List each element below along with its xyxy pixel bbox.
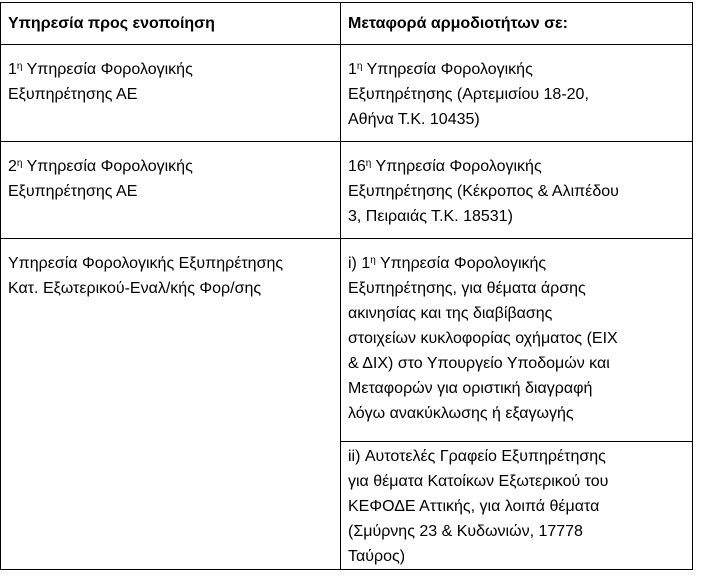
row3-target-item-ii bbox=[341, 442, 693, 570]
item-ii-line5: Ταύρος) bbox=[348, 548, 406, 565]
item-i-line4: στοιχείων κυκλοφορίας οχήματος (ΕΙΧ bbox=[348, 330, 618, 347]
service-merge-table bbox=[0, 2, 693, 570]
header-transfer-to: Μεταφορά αρμοδιοτήτων σε: bbox=[341, 3, 693, 45]
row2-right-number: 16 bbox=[348, 158, 366, 175]
item-ii-line4: (Σμύρνης 23 & Κυδωνιών, 17778 bbox=[348, 523, 583, 540]
item-i-line5: & ΔΙΧ) στο Υπουργείο Υποδομών και bbox=[348, 355, 610, 372]
item-ii-line2: για θέματα Κατοίκων Εξωτερικού του bbox=[348, 473, 609, 490]
row1-right-ordinal: η bbox=[356, 61, 363, 72]
item-i-prefix: i) bbox=[348, 255, 362, 272]
row2-left-ordinal: η bbox=[16, 158, 23, 169]
row1-right-number: 1 bbox=[348, 61, 357, 78]
item-i-line2: Εξυπηρέτησης, για θέματα άρσης bbox=[348, 280, 586, 297]
item-ii-line3: ΚΕΦΟΔΕ Αττικής, για λοιπά θέματα bbox=[348, 498, 600, 515]
row2-right-line1: Υπηρεσία Φορολογικής bbox=[371, 158, 542, 175]
item-i-line7: λόγω ανακύκλωσης ή εξαγωγής bbox=[348, 405, 574, 422]
table-row bbox=[1, 45, 693, 142]
row1-target-service bbox=[341, 45, 693, 142]
item-ii-line1: ii) Αυτοτελές Γραφείο Εξυπηρέτησης bbox=[348, 448, 606, 465]
row1-left-ordinal: η bbox=[16, 61, 23, 72]
table-row bbox=[1, 239, 693, 442]
item-i-line3: ακινησίας και της διαβίβασης bbox=[348, 305, 553, 322]
row2-right-ordinal: η bbox=[365, 158, 372, 169]
row3-left-line2: Κατ. Εξωτερικού-Εναλ/κής Φορ/σης bbox=[8, 280, 262, 297]
row3-source-service bbox=[1, 239, 341, 570]
item-i-number: 1 bbox=[361, 255, 371, 272]
row1-left-line2: Εξυπηρέτησης ΑΕ bbox=[8, 86, 138, 103]
row1-source-service bbox=[1, 45, 341, 142]
row2-right-line2: Εξυπηρέτησης (Κέκροπος & Αλιπέδου bbox=[348, 183, 619, 200]
item-i-line1: Υπηρεσία Φορολογικής bbox=[375, 255, 547, 272]
row2-source-service bbox=[1, 142, 341, 239]
row1-right-line3: Αθήνα Τ.Κ. 10435) bbox=[348, 111, 480, 128]
row2-left-number: 2 bbox=[8, 158, 17, 175]
row3-left-line1: Υπηρεσία Φορολογικής Εξυπηρέτησης bbox=[8, 255, 284, 272]
row2-right-line3: 3, Πειραιάς Τ.Κ. 18531) bbox=[348, 208, 513, 225]
row1-left-line1: Υπηρεσία Φορολογικής bbox=[22, 61, 193, 78]
item-i-line6: Μεταφορών για οριστική διαγραφή bbox=[348, 380, 593, 397]
row2-left-line2: Εξυπηρέτησης ΑΕ bbox=[8, 183, 138, 200]
row2-left-line1: Υπηρεσία Φορολογικής bbox=[22, 158, 193, 175]
table-header-row bbox=[1, 3, 693, 45]
row1-left-number: 1 bbox=[8, 61, 17, 78]
item-i-ordinal: η bbox=[370, 255, 376, 266]
header-service-to-merge: Υπηρεσία προς ενοποίηση bbox=[1, 3, 341, 45]
row1-right-line1: Υπηρεσία Φορολογικής bbox=[362, 61, 533, 78]
row2-target-service bbox=[341, 142, 693, 239]
row3-target-item-i bbox=[341, 239, 693, 442]
row1-right-line2: Εξυπηρέτησης (Αρτεμισίου 18-20, bbox=[348, 86, 589, 103]
table-row bbox=[1, 142, 693, 239]
